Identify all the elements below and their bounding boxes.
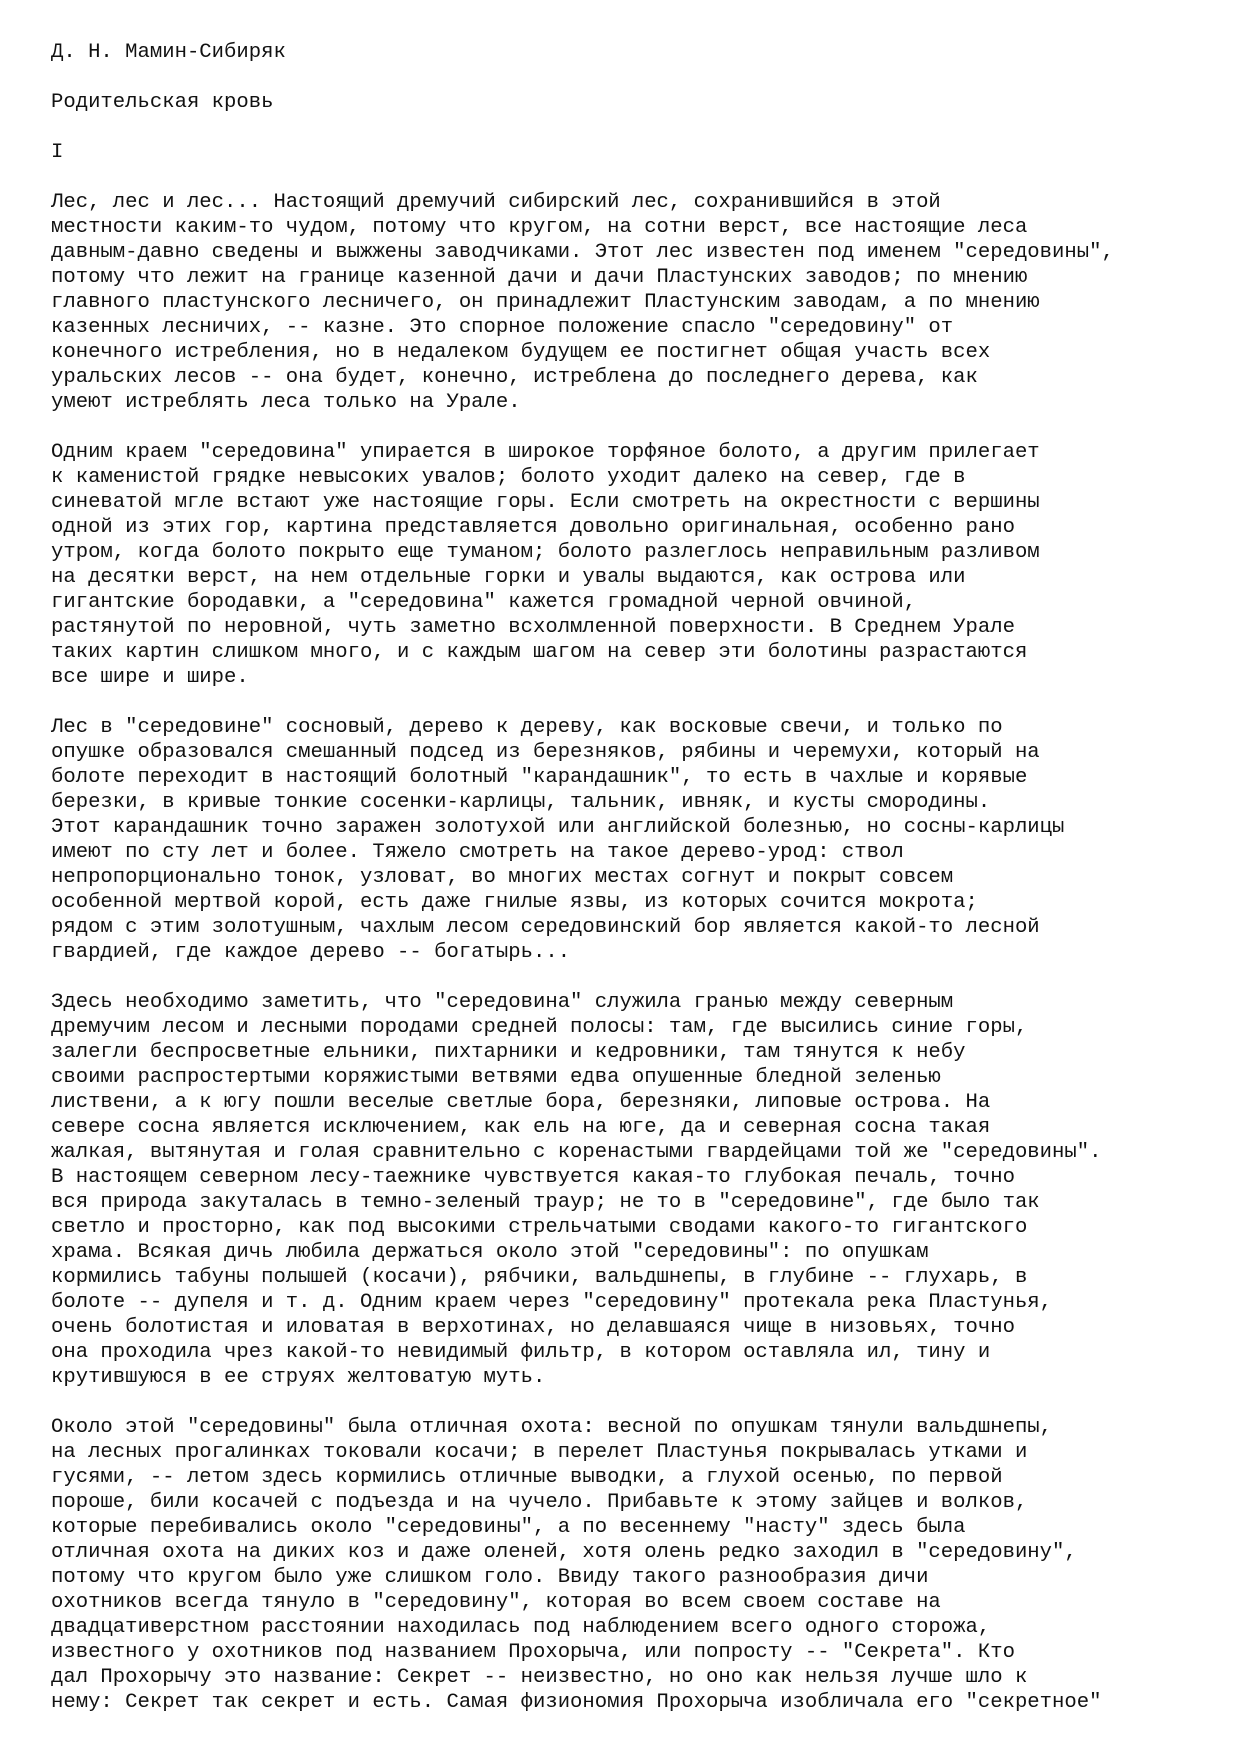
text-line: вся природа закуталась в темно-зеленый траур; не то в "середовине", где было так xyxy=(51,1191,1040,1214)
author-name: Д. Н. Мамин-Сибиряк xyxy=(51,41,286,64)
text-line: болоте переходит в настоящий болотный "карандашник", то есть в чахлые и корявые xyxy=(51,766,1028,789)
spacer xyxy=(51,115,1221,140)
text-line: залегли беспросветные ельники, пихтарники и кедровники, там тянутся к небу xyxy=(51,1041,966,1064)
text-line: давным-давно сведены и выжжены заводчиками. Этот лес известен под именем "середовины", xyxy=(51,241,1114,264)
text-line: жалкая, вытянутая и голая сравнительно с коренастыми гвардейцами той же "середовины". xyxy=(51,1141,1102,1164)
text-line: дал Прохорычу это название: Секрет -- неизвестно, но оно как нельзя лучше шло к xyxy=(51,1666,1028,1689)
text-line: все шире и шире. xyxy=(51,666,249,689)
document-title: Родительская кровь xyxy=(51,91,274,114)
text-line: березки, в кривые тонкие сосенки-карлицы, тальник, ивняк, и кусты смородины. xyxy=(51,791,991,814)
paragraph xyxy=(51,1415,1221,1715)
text-line: растянутой по неровной, чуть заметно всхолмленной поверхности. В Среднем Урале xyxy=(51,616,1015,639)
paragraph xyxy=(51,715,1221,965)
text-line: имеют по сту лет и более. Тяжело смотреть на такое дерево-урод: ствол xyxy=(51,841,904,864)
text-line: известного у охотников под названием Прохорыча, или попросту -- "Секрета". Кто xyxy=(51,1641,1015,1664)
text-line: светло и просторно, как под высокими стрельчатыми сводами какого-то гигантского xyxy=(51,1216,1028,1239)
text-line: Лес в "середовине" сосновый, дерево к дереву, как восковые свечи, и только по xyxy=(51,716,1003,739)
text-line: на десятки верст, на нем отдельные горки и увалы выдаются, как острова или xyxy=(51,566,966,589)
text-line: Здесь необходимо заметить, что "середовина" служила гранью между северным xyxy=(51,991,954,1014)
paragraph-gap xyxy=(51,1390,1221,1415)
paragraph-gap xyxy=(51,415,1221,440)
text-line: севере сосна является исключением, как ель на юге, да и северная сосна такая xyxy=(51,1116,991,1139)
text-line: конечного истребления, но в недалеком будущем ее постигнет общая участь всех xyxy=(51,341,991,364)
text-line: главного пластунского лесничего, он принадлежит Пластунским заводам, а по мнению xyxy=(51,291,1040,314)
text-line: пороше, били косачей с подъезда и на чучело. Прибавьте к этому зайцев и волков, xyxy=(51,1491,1028,1514)
text-line: которые перебивались около "середовины", а по весеннему "насту" здесь была xyxy=(51,1516,966,1539)
text-line: потому что лежит на границе казенной дачи и дачи Пластунских заводов; по мнению xyxy=(51,266,1028,289)
paragraph xyxy=(51,440,1221,690)
text-line: непропорционально тонок, узловат, во многих местах согнут и покрыт совсем xyxy=(51,866,954,889)
text-line: гвардией, где каждое дерево -- богатырь... xyxy=(51,941,571,964)
text-line: умеют истреблять леса только на Урале. xyxy=(51,391,521,414)
text-line: нему: Секрет так секрет и есть. Самая физиономия Прохорыча изобличала его "секретное" xyxy=(51,1691,1102,1714)
text-line: двадцативерстном расстоянии находилась под наблюдением всего одного сторожа, xyxy=(51,1616,991,1639)
text-line: крутившуюся в ее струях желтоватую муть. xyxy=(51,1366,546,1389)
text-line: Этот карандашник точно заражен золотухой или английской болезнью, но сосны-карлицы xyxy=(51,816,1065,839)
text-line: рядом с этим золотушным, чахлым лесом середовинский бор является какой-то лесной xyxy=(51,916,1040,939)
text-line: храма. Всякая дичь любила держаться около этой "середовины": по опушкам xyxy=(51,1241,929,1264)
text-line: охотников всегда тянуло в "середовину", которая во всем своем составе на xyxy=(51,1591,941,1614)
text-line: Лес, лес и лес... Настоящий дремучий сибирский лес, сохранившийся в этой xyxy=(51,191,941,214)
text-line: таких картин слишком много, и с каждым шагом на север эти болотины разрастаются xyxy=(51,641,1028,664)
text-line: Одним краем "середовина" упирается в широкое торфяное болото, а другим прилегает xyxy=(51,441,1040,464)
text-line: гигантские бородавки, а "середовина" кажется громадной черной овчиной, xyxy=(51,591,917,614)
text-line: к каменистой грядке невысоких увалов; болото уходит далеко на север, где в xyxy=(51,466,966,489)
text-line: своими распростертыми коряжистыми ветвями едва опушенные бледной зеленью xyxy=(51,1066,941,1089)
chapter-number: I xyxy=(51,141,64,164)
text-line: очень болотистая и иловатая в верхотинах, но делавшаяся чище в низовьях, точно xyxy=(51,1316,1015,1339)
text-line: уральских лесов -- она будет, конечно, истреблена до последнего дерева, как xyxy=(51,366,978,389)
text-line: особенной мертвой корой, есть даже гнилые язвы, из которых сочится мокрота; xyxy=(51,891,978,914)
text-line: опушке образовался смешанный подсед из березняков, рябины и черемухи, который на xyxy=(51,741,1040,764)
spacer xyxy=(51,165,1221,190)
text-line: листвени, а к югу пошли веселые светлые бора, березняки, липовые острова. На xyxy=(51,1091,991,1114)
paragraph xyxy=(51,190,1221,415)
text-line: одной из этих гор, картина представляется довольно оригинальная, особенно рано xyxy=(51,516,1015,539)
paragraph xyxy=(51,990,1221,1390)
spacer xyxy=(51,65,1221,90)
text-line: Около этой "середовины" была отличная охота: весной по опушкам тянули вальдшнепы, xyxy=(51,1416,1053,1439)
text-line: казенных лесничих, -- казне. Это спорное положение спасло "середовину" от xyxy=(51,316,954,339)
body-text xyxy=(51,190,1221,1715)
text-line: отличная охота на диких коз и даже оленей, хотя олень редко заходил в "середовину", xyxy=(51,1541,1077,1564)
text-line: болоте -- дупеля и т. д. Одним краем через "середовину" протекала река Пластунья, xyxy=(51,1291,1053,1314)
text-line: кормились табуны полышей (косачи), рябчики, вальдшнепы, в глубине -- глухарь, в xyxy=(51,1266,1028,1289)
text-line: синеватой мгле встают уже настоящие горы. Если смотреть на окрестности с вершины xyxy=(51,491,1040,514)
text-line: она проходила чрез какой-то невидимый фильтр, в котором оставляла ил, тину и xyxy=(51,1341,991,1364)
text-line: утром, когда болото покрыто еще туманом; болото разлеглось неправильным разливом xyxy=(51,541,1040,564)
text-line: местности каким-то чудом, потому что кругом, на сотни верст, все настоящие леса xyxy=(51,216,1028,239)
text-line: дремучим лесом и лесными породами средней полосы: там, где высились синие горы, xyxy=(51,1016,1028,1039)
text-line: гусями, -- летом здесь кормились отличные выводки, а глухой осенью, по первой xyxy=(51,1466,1003,1489)
text-line: В настоящем северном лесу-таежнике чувствуется какая-то глубокая печаль, точно xyxy=(51,1166,1015,1189)
paragraph-gap xyxy=(51,965,1221,990)
text-line: на лесных прогалинках токовали косачи; в перелет Пластунья покрывалась утками и xyxy=(51,1441,1028,1464)
text-line: потому что кругом было уже слишком голо. Ввиду такого разнообразия дичи xyxy=(51,1566,929,1589)
document-page xyxy=(51,40,1221,1715)
paragraph-gap xyxy=(51,690,1221,715)
